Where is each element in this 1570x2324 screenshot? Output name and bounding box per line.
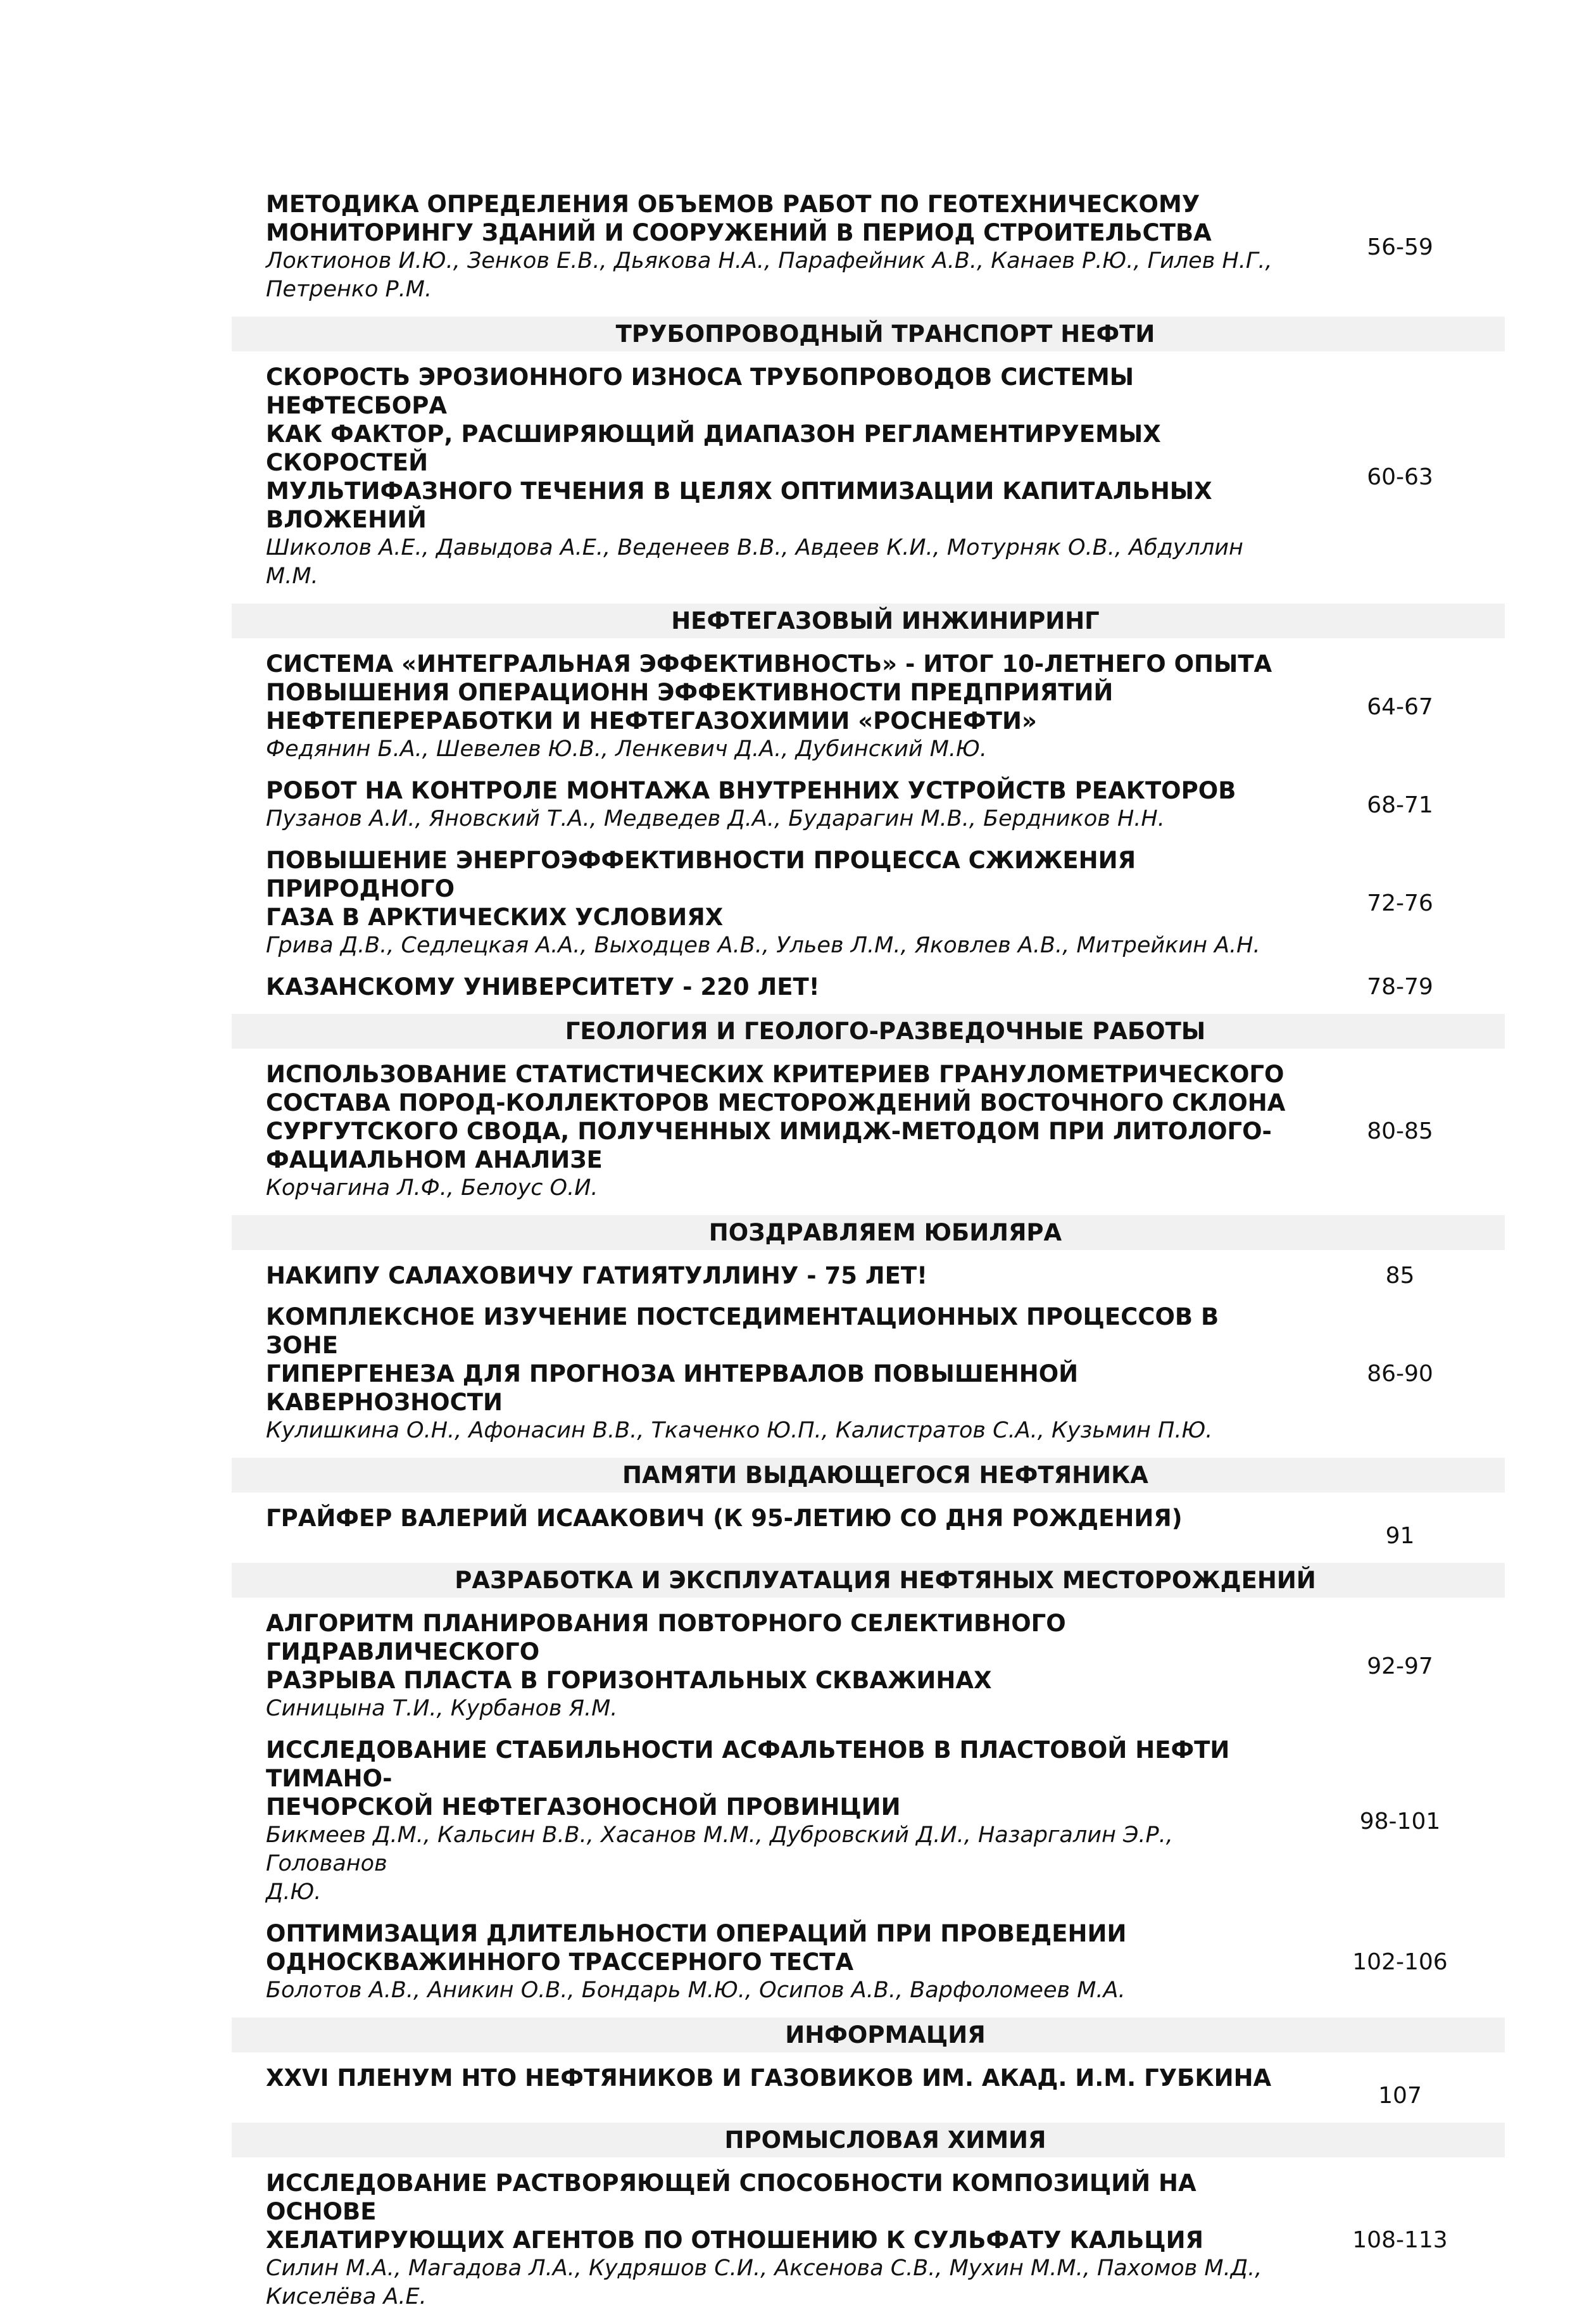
page-range: 60-63: [1367, 464, 1433, 490]
page-range: 86-90: [1367, 1361, 1433, 1387]
toc-entry[interactable]: [232, 190, 1505, 304]
article-title-line: ХЕЛАТИРУЮЩИХ АГЕНТОВ ПО ОТНОШЕНИЮ К СУЛЬФАТУ КАЛЬЦИЯ: [266, 2226, 1204, 2254]
article-authors-line: Болотов А.В., Аникин О.В., Бондарь М.Ю., Осипов А.В., Варфоломеев М.А.: [266, 1978, 1126, 2003]
toc-entry-text: [232, 1504, 1295, 1532]
section-heading-label: ПРОМЫСЛОВАЯ ХИМИЯ: [724, 2126, 1046, 2154]
toc-entry-text: [232, 363, 1295, 591]
section-heading-label: ПАМЯТИ ВЫДАЮЩЕГОСЯ НЕФТЯНИКА: [622, 1462, 1148, 1489]
article-title-line: ГРАЙФЕР ВАЛЕРИЙ ИСААКОВИЧ (К 95-ЛЕТИЮ СО ДНЯ РОЖДЕНИЯ): [266, 1505, 1183, 1532]
article-authors-line: Д.Ю.: [266, 1879, 322, 1905]
article-title-line: МУЛЬТИФАЗНОГО ТЕЧЕНИЯ В ЦЕЛЯХ ОПТИМИЗАЦИИ КАПИТАЛЬНЫХ: [266, 477, 1212, 505]
article-authors-line: Корчагина Л.Ф., Белоус О.И.: [266, 1175, 598, 1201]
toc-entry[interactable]: [232, 973, 1505, 1001]
toc-entry-text: [232, 1261, 1295, 1290]
page-range: 108-113: [1352, 2227, 1448, 2253]
section-heading: [232, 1014, 1505, 1049]
article-title-line: ГАЗА В АРКТИЧЕСКИХ УСЛОВИЯХ: [266, 904, 724, 931]
article-title-line: XXVI ПЛЕНУМ НТО НЕФТЯНИКОВ И ГАЗОВИКОВ ИМ. АКАД. И.М. ГУБКИНА: [266, 2064, 1272, 2092]
article-title-line: СОСТАВА ПОРОД-КОЛЛЕКТОРОВ МЕСТОРОЖДЕНИЙ ВОСТОЧНОГО СКЛОНА: [266, 1089, 1286, 1116]
article-title-line: ОПТИМИЗАЦИЯ ДЛИТЕЛЬНОСТИ ОПЕРАЦИЙ ПРИ ПРОВЕДЕНИИ: [266, 1920, 1127, 1947]
toc-entry[interactable]: [232, 2064, 1505, 2110]
section-heading-label: ТРУБОПРОВОДНЫЙ ТРАНСПОРТ НЕФТИ: [615, 320, 1155, 348]
toc-entry-text: [232, 846, 1295, 960]
section-heading-label: НЕФТЕГАЗОВЫЙ ИНЖИНИРИНГ: [671, 607, 1100, 635]
article-title-line: СИСТЕМА «ИНТЕГРАЛЬНАЯ ЭФФЕКТИВНОСТЬ» - ИТОГ 10-ЛЕТНЕГО ОПЫТА: [266, 650, 1272, 678]
article-authors-line: Федянин Б.А., Шевелев Ю.В., Ленкевич Д.А., Дубинский М.Ю.: [266, 736, 987, 762]
section-heading-label: ГЕОЛОГИЯ И ГЕОЛОГО-РАЗВЕДОЧНЫЕ РАБОТЫ: [565, 1018, 1206, 1045]
toc-entry[interactable]: [232, 1609, 1505, 1723]
article-title-line: ПЕЧОРСКОЙ НЕФТЕГАЗОНОСНОЙ ПРОВИНЦИИ: [266, 1793, 901, 1821]
section-heading-label: ПОЗДРАВЛЯЕМ ЮБИЛЯРА: [708, 1219, 1062, 1246]
article-authors-line: Синицына Т.И., Курбанов Я.М.: [266, 1696, 618, 1721]
toc-entry[interactable]: [232, 1736, 1505, 1907]
section-heading: [232, 1563, 1505, 1598]
page-range: 80-85: [1367, 1118, 1433, 1144]
toc-entry[interactable]: [232, 846, 1505, 960]
page-range: 102-106: [1352, 1949, 1448, 1975]
toc-entry[interactable]: [232, 1919, 1505, 2005]
article-authors-line: Киселёва А.Е.: [266, 2284, 427, 2309]
article-title-line: МОНИТОРИНГУ ЗДАНИЙ И СООРУЖЕНИЙ В ПЕРИОД СТРОИТЕЛЬСТВА: [266, 219, 1212, 246]
section-heading: [232, 2018, 1505, 2052]
toc-entry-text: [232, 2169, 1295, 2311]
article-authors-line: Петренко Р.М.: [266, 277, 432, 302]
section-heading-label: ИНФОРМАЦИЯ: [785, 2021, 986, 2049]
toc-entry[interactable]: [232, 2169, 1505, 2311]
toc-entry-text: [232, 650, 1295, 764]
section-heading-label: РАЗРАБОТКА И ЭКСПЛУАТАЦИЯ НЕФТЯНЫХ МЕСТОРОЖДЕНИЙ: [455, 1567, 1316, 1594]
page-range: 72-76: [1367, 890, 1433, 916]
toc-entry[interactable]: [232, 1303, 1505, 1445]
toc-entry[interactable]: [232, 1060, 1505, 1203]
article-title-line: ВЛОЖЕНИЙ: [266, 506, 427, 533]
section-heading: [232, 2123, 1505, 2157]
section-heading: [232, 603, 1505, 638]
toc-entry-text: [232, 1609, 1295, 1723]
table-of-contents: [232, 190, 1505, 2324]
article-title-line: ИСПОЛЬЗОВАНИЕ СТАТИСТИЧЕСКИХ КРИТЕРИЕВ ГРАНУЛОМЕТРИЧЕСКОГО: [266, 1061, 1284, 1088]
article-title-line: КАК ФАКТОР, РАСШИРЯЮЩИЙ ДИАПАЗОН РЕГЛАМЕНТИРУЕМЫХ СКОРОСТЕЙ: [266, 420, 1161, 476]
article-title-line: ИССЛЕДОВАНИЕ СТАБИЛЬНОСТИ АСФАЛЬТЕНОВ В ПЛАСТОВОЙ НЕФТИ ТИМАНО-: [266, 1736, 1230, 1792]
article-title-line: ГИПЕРГЕНЕЗА ДЛЯ ПРОГНОЗА ИНТЕРВАЛОВ ПОВЫШЕННОЙ КАВЕРНОЗНОСТИ: [266, 1360, 1079, 1416]
toc-entry[interactable]: [232, 1504, 1505, 1550]
page-range: 68-71: [1367, 792, 1433, 818]
toc-entry[interactable]: [232, 776, 1505, 833]
page-range: 92-97: [1367, 1653, 1433, 1679]
article-title-line: ПОВЫШЕНИЯ ОПЕРАЦИОНН ЭФФЕКТИВНОСТИ ПРЕДПРИЯТИЙ: [266, 679, 1114, 706]
article-title-line: КОМПЛЕКСНОЕ ИЗУЧЕНИЕ ПОСТСЕДИМЕНТАЦИОННЫХ ПРОЦЕССОВ В ЗОНЕ: [266, 1303, 1219, 1359]
article-title-line: АЛГОРИТМ ПЛАНИРОВАНИЯ ПОВТОРНОГО СЕЛЕКТИВНОГО ГИДРАВЛИЧЕСКОГО: [266, 1610, 1066, 1665]
article-title-line: МЕТОДИКА ОПРЕДЕЛЕНИЯ ОБЪЕМОВ РАБОТ ПО ГЕОТЕХНИЧЕСКОМУ: [266, 191, 1200, 218]
toc-entry[interactable]: [232, 363, 1505, 591]
page-range: 56-59: [1367, 234, 1433, 260]
page-range: 64-67: [1367, 693, 1433, 720]
article-authors-line: Бикмеев Д.М., Кальсин В.В., Хасанов М.М., Дубровский Д.И., Назаргалин Э.Р., Голованов: [266, 1822, 1173, 1876]
article-authors-line: Силин М.А., Магадова Л.А., Кудряшов С.И., Аксенова С.В., Мухин М.М., Пахомов М.Д.,: [266, 2256, 1262, 2281]
article-title-line: РАЗРЫВА ПЛАСТА В ГОРИЗОНТАЛЬНЫХ СКВАЖИНАХ: [266, 1667, 992, 1694]
article-authors-line: Кулишкина О.Н., Афонасин В.В., Ткаченко Ю.П., Калистратов С.А., Кузьмин П.Ю.: [266, 1418, 1213, 1443]
toc-entry-text: [232, 776, 1295, 833]
article-authors-line: Шиколов А.Е., Давыдова А.Е., Веденеев В.В., Авдеев К.И., Мотурняк О.В., Абдуллин М.М.: [266, 535, 1243, 589]
page-range: 91: [1385, 1523, 1415, 1549]
page-range: 85: [1385, 1263, 1415, 1289]
article-title-line: КАЗАНСКОМУ УНИВЕРСИТЕТУ - 220 ЛЕТ!: [266, 973, 820, 1001]
toc-entry[interactable]: [232, 650, 1505, 764]
article-authors-line: Грива Д.В., Седлецкая А.А., Выходцев А.В., Ульев Л.М., Яковлев А.В., Митрейкин А.Н.: [266, 933, 1260, 958]
toc-entry-text: [232, 1736, 1295, 1907]
toc-entry-text: [232, 1919, 1295, 2005]
article-title-line: НАКИПУ САЛАХОВИЧУ ГАТИЯТУЛЛИНУ - 75 ЛЕТ!: [266, 1262, 927, 1289]
article-authors-line: Локтионов И.Ю., Зенков Е.В., Дьякова Н.А., Парафейник А.В., Канаев Р.Ю., Гилев Н.Г.,: [266, 248, 1272, 274]
toc-entry-text: [232, 190, 1295, 304]
toc-entry-text: [232, 973, 1295, 1001]
section-heading: [232, 1458, 1505, 1493]
article-title-line: СКОРОСТЬ ЭРОЗИОННОГО ИЗНОСА ТРУБОПРОВОДОВ СИСТЕМЫ НЕФТЕСБОРА: [266, 363, 1134, 419]
section-heading: [232, 317, 1505, 351]
page-range: 107: [1378, 2083, 1422, 2109]
page-range: 78-79: [1367, 974, 1433, 1000]
toc-entry-text: [232, 1060, 1295, 1203]
article-authors-line: Пузанов А.И., Яновский Т.А., Медведев Д.А., Бударагин М.В., Бердников Н.Н.: [266, 806, 1165, 831]
article-title-line: СУРГУТСКОГО СВОДА, ПОЛУЧЕННЫХ ИМИДЖ-МЕТОДОМ ПРИ ЛИТОЛОГО-: [266, 1118, 1272, 1145]
article-title-line: ОДНОСКВАЖИННОГО ТРАССЕРНОГО ТЕСТА: [266, 1948, 854, 1976]
toc-entry-text: [232, 1303, 1295, 1445]
page-range: 98-101: [1359, 1808, 1441, 1835]
article-title-line: ПОВЫШЕНИЕ ЭНЕРГОЭФФЕКТИВНОСТИ ПРОЦЕССА СЖИЖЕНИЯ ПРИРОДНОГО: [266, 847, 1136, 902]
article-title-line: НЕФТЕПЕРЕРАБОТКИ И НЕФТЕГАЗОХИМИИ «РОСНЕФТИ»: [266, 707, 1037, 735]
section-heading: [232, 1215, 1505, 1250]
article-title-line: ФАЦИАЛЬНОМ АНАЛИЗЕ: [266, 1146, 603, 1173]
article-title-line: ИССЛЕДОВАНИЕ РАСТВОРЯЮЩЕЙ СПОСОБНОСТИ КОМПОЗИЦИЙ НА ОСНОВЕ: [266, 2169, 1196, 2225]
toc-entry-text: [232, 2064, 1295, 2092]
article-title-line: РОБОТ НА КОНТРОЛЕ МОНТАЖА ВНУТРЕННИХ УСТРОЙСТВ РЕАКТОРОВ: [266, 777, 1236, 804]
toc-entry[interactable]: [232, 1261, 1505, 1290]
